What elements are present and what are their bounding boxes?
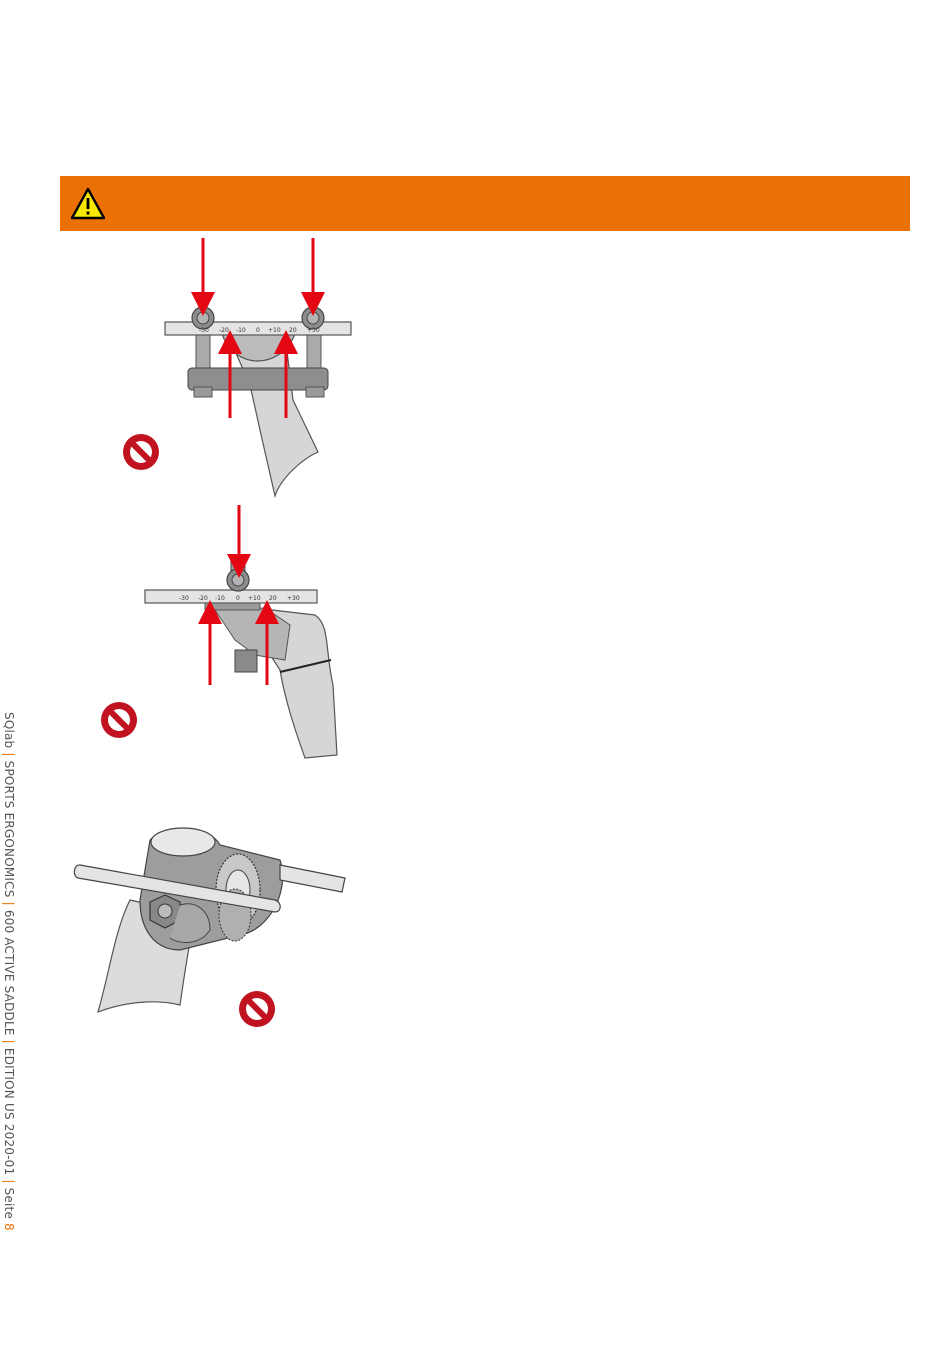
sidebar-footer — [2, 712, 16, 1231]
footer-separator: | — [2, 901, 16, 906]
clamp-figure-wrong-3 — [70, 820, 355, 1032]
clamp-figure-wrong-1 — [110, 230, 360, 500]
scale-label: +30 — [307, 327, 320, 334]
scale-label: +30 — [287, 595, 300, 602]
prohibition-icon — [239, 991, 275, 1027]
scale-label: -30 — [179, 595, 189, 602]
scale-label: 0 — [236, 595, 240, 602]
clamp-figure-wrong-2 — [95, 500, 345, 762]
warning-triangle-icon — [70, 187, 106, 220]
scale-label: 0 — [256, 327, 260, 334]
scale-label: 20 — [269, 595, 277, 602]
footer-product: 600 ACTIVE SADDLE — [2, 909, 16, 1036]
warning-banner — [60, 176, 910, 231]
footer-brand: SQlab — [2, 712, 16, 749]
footer-separator: | — [2, 1039, 16, 1044]
scale-label: +10 — [268, 327, 281, 334]
footer-section: SPORTS ERGONOMICS — [2, 760, 16, 898]
footer-page-number: 8 — [2, 1223, 16, 1231]
footer-separator: | — [2, 752, 16, 757]
prohibition-icon — [123, 434, 159, 470]
saddle-rail-back — [280, 865, 345, 892]
scale-label: -20 — [219, 327, 229, 334]
scale-label: -10 — [236, 327, 246, 334]
scale-label: +10 — [248, 595, 261, 602]
scale-label: -30 — [199, 327, 209, 334]
footer-separator: | — [2, 1179, 16, 1184]
footer-edition: EDITION US 2020-01 — [2, 1047, 16, 1176]
seatpost-shape — [228, 335, 318, 496]
scale-label: -20 — [198, 595, 208, 602]
footer-page-label: Seite — [2, 1187, 16, 1220]
scale-label: -10 — [215, 595, 225, 602]
prohibition-icon — [101, 702, 137, 738]
scale-label: 20 — [289, 327, 297, 334]
